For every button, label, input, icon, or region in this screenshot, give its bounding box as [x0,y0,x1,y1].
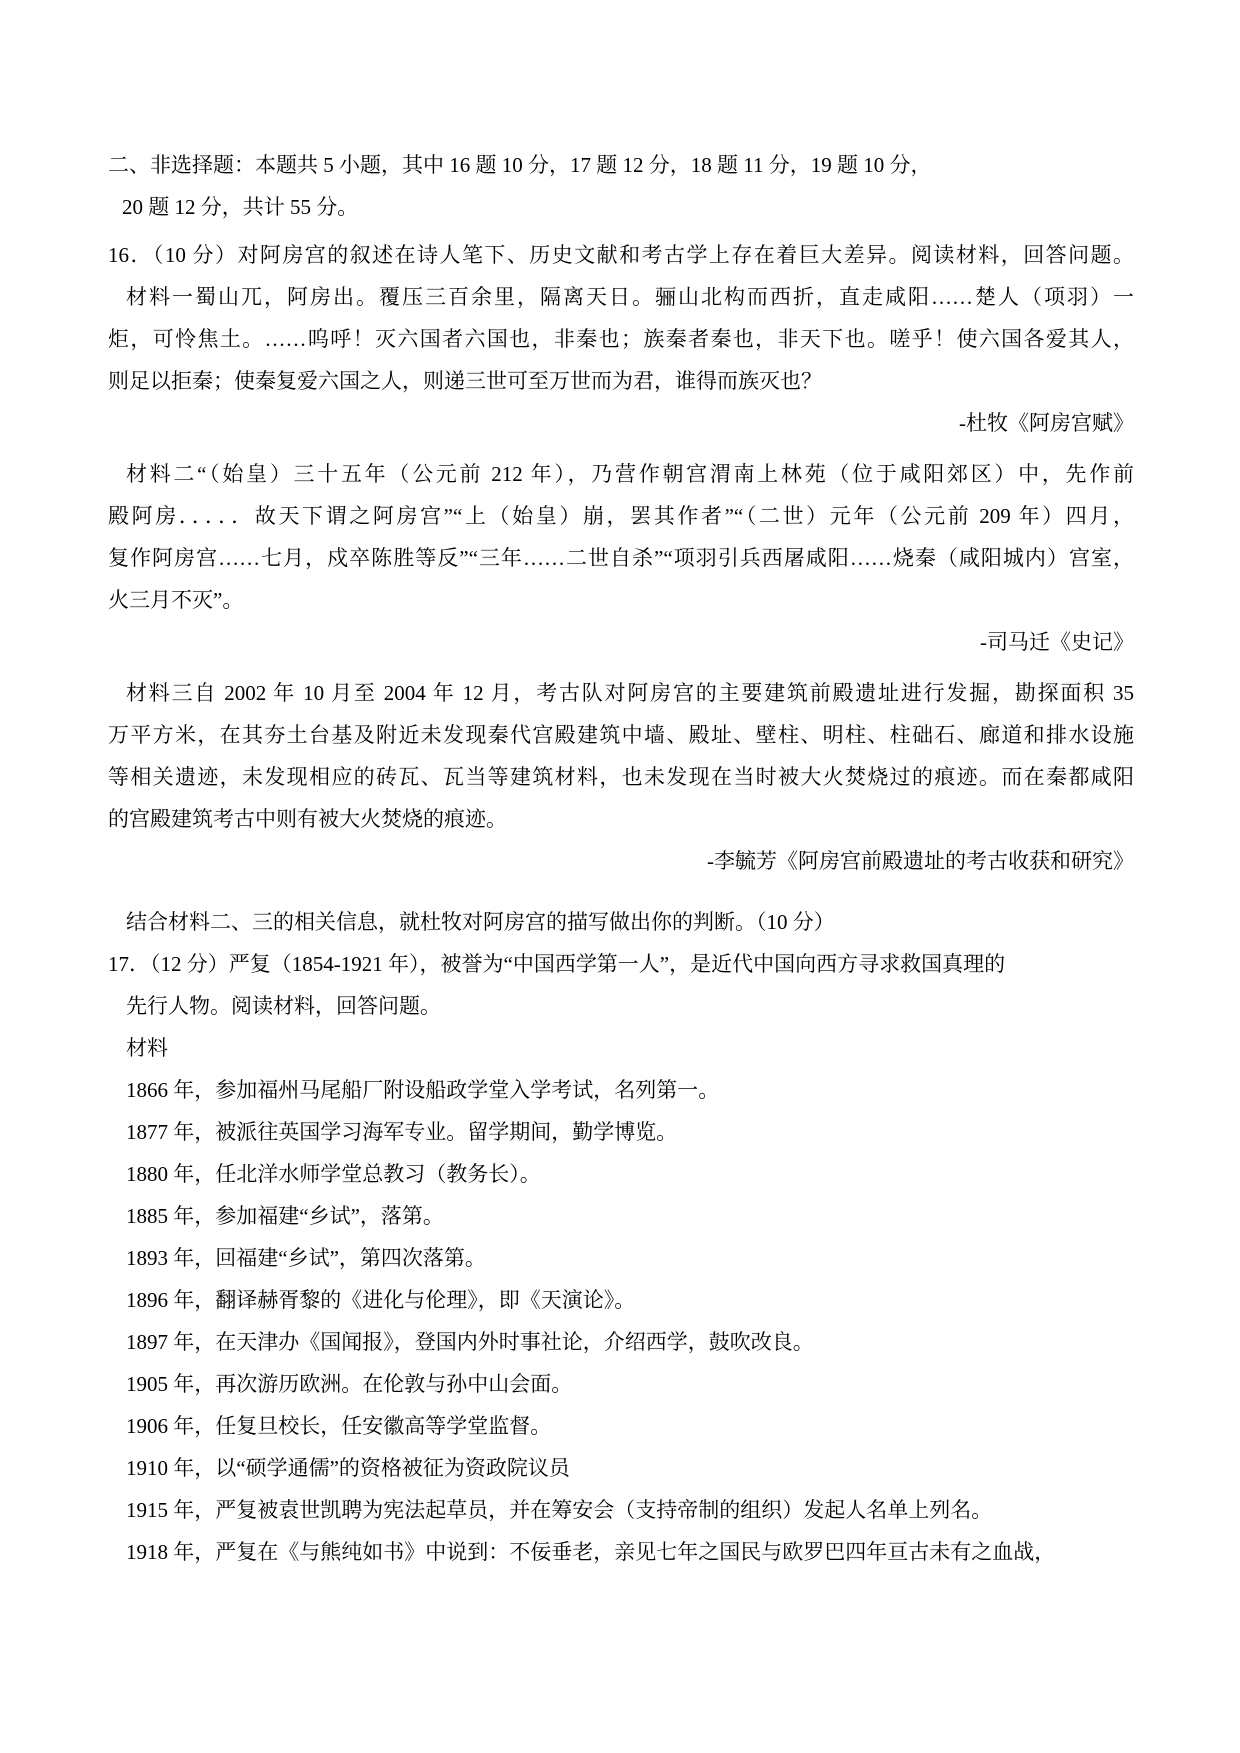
q16-material-3-source: -李毓芳《阿房宫前殿遗址的考古收获和研究》 [707,849,1134,873]
q17-timeline-entry-1918: 1918 年，严复在《与熊纯如书》中说到：不佞垂老，亲见七年之国民与欧罗巴四年亘古未有之血战， [126,1540,1056,1564]
q17-timeline-entry-1880: 1880 年，任北洋水师学堂总教习（教务长）。 [126,1162,541,1186]
q16-material-2-line: 复作阿房宫……七月，戍卒陈胜等反”“三年……二世自杀”“项羽引兵西屠咸阳……烧秦（咸阳城内）宫室， [108,546,1134,570]
section-header-line-2: 20 题 12 分，共计 55 分。 [122,195,359,219]
q16-material-3-line: 的宫殿建筑考古中则有被大火焚烧的痕迹。 [108,807,507,831]
q17-material-label: 材料 [126,1036,168,1060]
q16-material-2-line: 火三月不灭”。 [108,588,244,612]
q16-material-2-line: 殿阿房．．．．．故天下谓之阿房宫”“上（始皇）崩，罢其作者”“（二世）元年（公元前 209 年）四月， [108,504,1134,528]
section-header-line-1: 二、非选择题：本题共 5 小题，其中 16 题 10 分，17 题 12 分，18 题 11 分，19 题 10 分， [108,153,932,177]
q17-timeline-entry-1885: 1885 年，参加福建“乡试”，落第。 [126,1204,444,1228]
q16-material-1-line: 则足以拒秦；使秦复爱六国之人，则递三世可至万世而为君，谁得而族灭也？ [108,369,822,393]
q16-material-3-line: 等相关遗迹，未发现相应的砖瓦、瓦当等建筑材料，也未发现在当时被大火焚烧过的痕迹。而在秦都咸阳 [108,765,1134,789]
q17-timeline-entry-1897: 1897 年，在天津办《国闻报》，登国内外时事社论，介绍西学，鼓吹改良。 [126,1330,814,1354]
q17-timeline-entry-1893: 1893 年，回福建“乡试”，第四次落第。 [126,1246,486,1270]
q16-material-3-line: 万平方米，在其夯土台基及附近未发现秦代宫殿建筑中墙、殿址、壁柱、明柱、柱础石、廊道和排水设施 [108,723,1134,747]
q16-material-3-line: 材料三自 2002 年 10 月至 2004 年 12 月，考古队对阿房宫的主要建筑前殿遗址进行发掘，勘探面积 35 [126,681,1134,705]
q17-timeline-entry-1905: 1905 年，再次游历欧洲。在伦敦与孙中山会面。 [126,1372,573,1396]
q17-timeline-entry-1910: 1910 年，以“硕学通儒”的资格被征为资政院议员 [126,1456,570,1480]
question-17-stem-line-1: 17．（12 分）严复（1854-1921 年），被誉为“中国西学第一人”，是近代中国向西方寻求救国真理的 [108,952,1006,976]
q17-timeline-entry-1896: 1896 年，翻译赫胥黎的《进化与伦理》，即《天演论》。 [126,1288,636,1312]
q17-timeline-entry-1915: 1915 年，严复被袁世凯聘为宪法起草员，并在筹安会（支持帝制的组织）发起人名单上列名。 [126,1498,993,1522]
q16-material-1-line: 材料一蜀山兀，阿房出。覆压三百余里，隔离天日。骊山北构而西折，直走咸阳……楚人（项羽）一 [126,285,1134,309]
q17-timeline-entry-1906: 1906 年，任复旦校长，任安徽高等学堂监督。 [126,1414,552,1438]
q16-material-1-source: -杜牧《阿房宫赋》 [959,411,1134,435]
q16-material-2-line: 材料二“（始皇）三十五年（公元前 212 年），乃营作朝宫渭南上林苑（位于咸阳郊区）中，先作前 [126,462,1134,486]
question-16-task: 结合材料二、三的相关信息，就杜牧对阿房宫的描写做出你的判断。（10 分） [126,910,835,934]
q16-material-2-source: -司马迁《史记》 [980,630,1134,654]
q17-timeline-entry-1866: 1866 年，参加福州马尾船厂附设船政学堂入学考试，名列第一。 [126,1078,720,1102]
question-16-stem: 16．（10 分）对阿房宫的叙述在诗人笔下、历史文献和考古学上存在着巨大差异。阅读材料，回答问题。 [108,243,1134,267]
question-17-stem-line-2: 先行人物。阅读材料，回答问题。 [126,994,441,1018]
q17-timeline-entry-1877: 1877 年，被派往英国学习海军专业。留学期间，勤学博览。 [126,1120,678,1144]
q16-material-1-line: 炬，可怜焦土。……呜呼！灭六国者六国也，非秦也；族秦者秦也，非天下也。嗟乎！使六国各爱其人， [108,327,1134,351]
